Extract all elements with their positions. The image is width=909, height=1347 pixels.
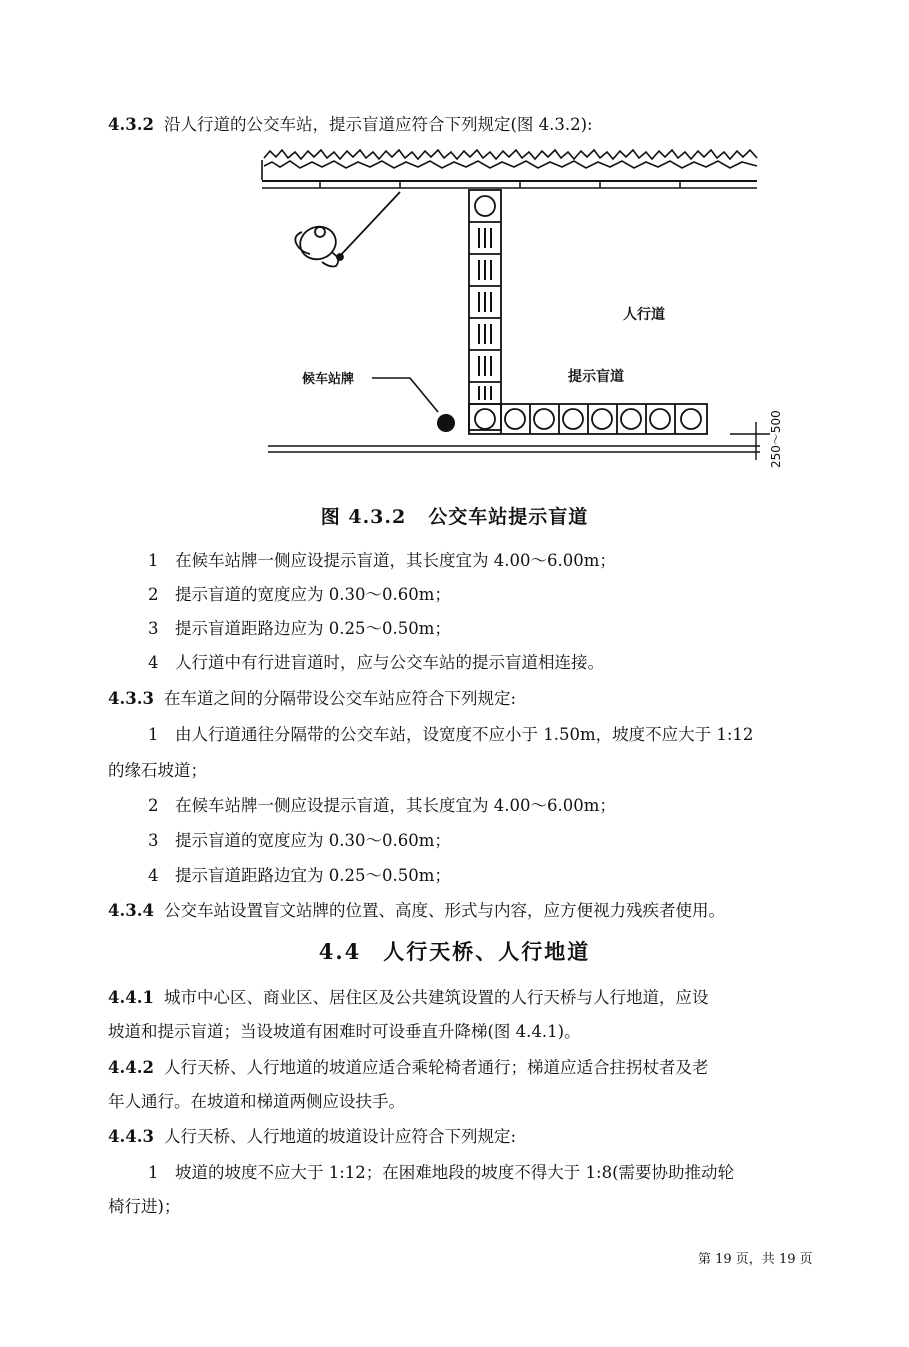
- clause-4-3-3: [108, 688, 844, 710]
- clause-number: 4.4.1: [108, 988, 154, 1007]
- page-footer: 第 19 页，共 19 页: [698, 1252, 813, 1267]
- clause-4-4-2: [108, 1057, 844, 1079]
- list-item: 2 在候车站牌一侧应设提示盲道，其长度宜为 4.00～6.00m；: [148, 796, 616, 815]
- label-sign: 候车站牌: [302, 372, 355, 387]
- section-title: 人行天桥、人行地道: [383, 939, 591, 964]
- curb-edge: [262, 150, 757, 188]
- clause-text: 人行天桥、人行地道的坡道应适合乘轮椅者通行；梯道应适合拄拐杖者及老: [163, 1058, 709, 1077]
- clause-text-continued: 坡道和提示盲道；当设坡道有困难时可设垂直升降梯(图 4.4.1)。: [108, 1022, 581, 1041]
- figure-caption: [0, 502, 909, 529]
- tactile-strip-vertical: [469, 190, 501, 430]
- clause-text: 公交车站设置盲文站牌的位置、高度、形式与内容，应方便视力残疾者使用。: [163, 901, 725, 920]
- clause-text-continued: 年人通行。在坡道和梯道两侧应设扶手。: [108, 1092, 405, 1111]
- dimension-marker: [730, 422, 770, 460]
- blind-pedestrian-icon: [295, 192, 400, 267]
- section-heading: [0, 936, 909, 966]
- list-item: 4 提示盲道距路边宜为 0.25～0.50m；: [148, 866, 451, 885]
- list-item: 3 提示盲道距路边应为 0.25～0.50m；: [148, 619, 451, 638]
- list-item: 3 提示盲道的宽度应为 0.30～0.60m；: [148, 831, 451, 850]
- clause-number: 4.4.2: [108, 1058, 154, 1077]
- figure-number: 图 4.3.2: [320, 506, 407, 528]
- list-item: 1 由人行道通往分隔带的公交车站，设宽度不应小于 1.50m，坡度不应大于 1:12: [148, 725, 754, 744]
- figure-4-3-2: [250, 145, 790, 480]
- clause-number: 4.4.3: [108, 1127, 154, 1146]
- clause-text: 人行天桥、人行地道的坡道设计应符合下列规定:: [163, 1127, 516, 1146]
- clause-text: 在车道之间的分隔带设公交车站应符合下列规定:: [163, 689, 516, 708]
- clause-4-4-1: [108, 987, 844, 1009]
- clause-text: 沿人行道的公交车站，提示盲道应符合下列规定(图 4.3.2):: [163, 115, 593, 134]
- label-dimension: 250～500: [769, 410, 783, 468]
- bus-stop-sign-marker: [437, 414, 455, 432]
- label-sidewalk: 人行道: [623, 307, 665, 323]
- clause-4-3-4: [108, 900, 844, 922]
- clause-number: 4.3.4: [108, 901, 154, 920]
- clause-number: 4.3.3: [108, 689, 154, 708]
- road-edge: [268, 446, 760, 452]
- list-item: 1 坡道的坡度不应大于 1:12；在困难地段的坡度不得大于 1:8(需要协助推动轮: [148, 1163, 735, 1182]
- list-item: 1 在候车站牌一侧应设提示盲道，其长度宜为 4.00～6.00m；: [148, 551, 616, 570]
- clause-text: 城市中心区、商业区、居住区及公共建筑设置的人行天桥与人行地道，应设: [163, 988, 709, 1007]
- sign-leader-line: [372, 378, 438, 412]
- clause-4-4-3: [108, 1126, 844, 1148]
- section-number: 4.4: [318, 939, 362, 964]
- list-item: 2 提示盲道的宽度应为 0.30～0.60m；: [148, 585, 451, 604]
- figure-title: 公交车站提示盲道: [428, 506, 589, 528]
- list-item: 4 人行道中有行进盲道时，应与公交车站的提示盲道相连接。: [148, 653, 604, 672]
- list-item-continued: 的缘石坡道；: [108, 761, 207, 780]
- list-item-continued: 椅行进)；: [108, 1197, 181, 1216]
- clause-number: 4.3.2: [108, 115, 154, 134]
- tactile-strip-horizontal: [469, 404, 707, 434]
- label-tactile: 提示盲道: [568, 369, 624, 385]
- clause-4-3-2: [108, 114, 844, 136]
